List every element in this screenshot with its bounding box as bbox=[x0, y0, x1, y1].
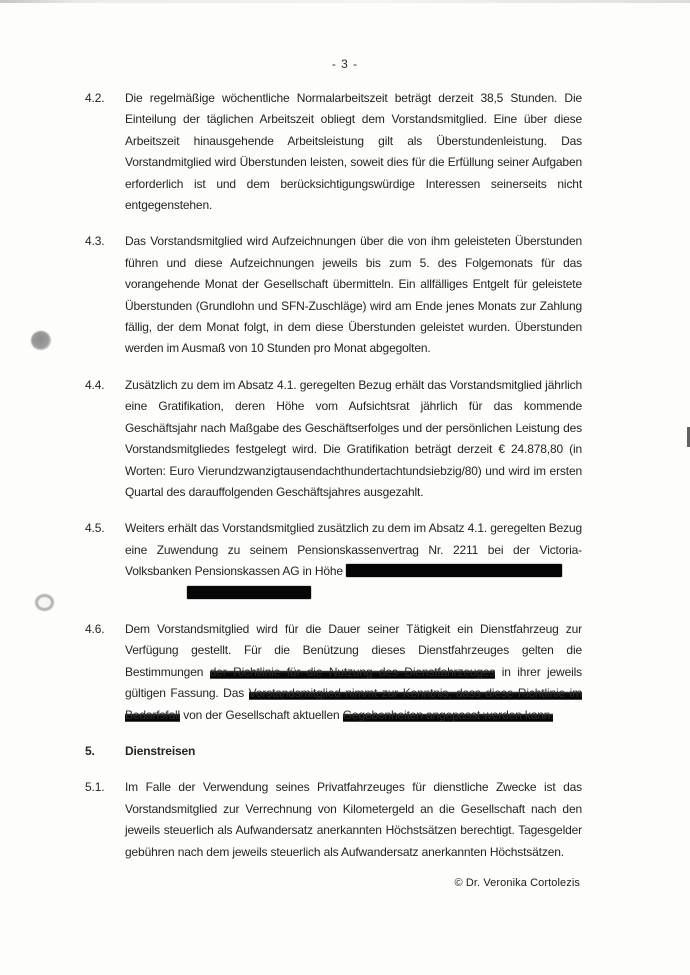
section-5-1 bbox=[85, 777, 582, 863]
section-5 bbox=[85, 741, 582, 762]
redaction-scribble: Vorstandsmitglied nimmt zur Kenntnis, dass diese Richtlinie im Bedarfsfall bbox=[125, 686, 582, 722]
section-number: 4.4. bbox=[85, 377, 105, 392]
section-number: 4.3. bbox=[85, 234, 105, 249]
punch-hole-artifact bbox=[35, 594, 54, 611]
text-run: in ihrer jeweils gültigen Fassung. Das bbox=[125, 664, 582, 701]
section-4-4 bbox=[85, 375, 582, 503]
redaction-scribble: der Richtlinie für die Nutzung des Dienstfahrzeuges bbox=[209, 664, 496, 679]
redaction-scribble: Gegebenheiten angepasst werden kann. bbox=[342, 707, 554, 722]
section-text bbox=[125, 741, 582, 762]
text-run: Dem Vorstandsmitglied wird für die Dauer seiner Tätigkeit ein Dienstfahrzeug zur Verfügung gestellt. Für die Benützung dieses Dienstfahrzeuges gelten die Bestimmungen bbox=[125, 621, 582, 679]
text-run: Das Vorstandsmitglied wird Aufzeichnungen über die von ihm geleisteten Überstunden führen und diese Aufzeichnungen jeweils bis zum 5. des Folgemonats für das vorangehende Monat der Gesellschaft übermitteln. Ein allfälliges Entgelt für geleistete Überstunden (Grundlohn und SFN-Zuschläge) wird am Ende jenes Monats zur Zahlung fällig, der dem Monat folgt, in dem diese Überstunden geleistet wurden. Überstunden werden im Ausmaß von 10 Stunden pro Monat abgegolten. bbox=[125, 234, 582, 356]
text-run: Weiters erhält das Vorstandsmitglied zusätzlich zu dem im Absatz 4.1. geregelten Bezug eine Zuwendung zu seinem Pensionskassenvertrag Nr. 2211 bei der Victoria-Volksbanken Pensionskassen AG in Höhe bbox=[125, 521, 582, 579]
footer-credit: © Dr. Veronika Cortolezis bbox=[454, 877, 580, 889]
text-run: von der Gesellschaft aktuellen bbox=[180, 707, 343, 722]
redaction-bar bbox=[346, 564, 562, 577]
section-text bbox=[125, 88, 582, 216]
text-run: Zusätzlich zu dem im Absatz 4.1. geregelten Bezug erhält das Vorstandsmitglied jährlich eine Gratifikation, deren Höhe vom Aufsichtsrat jährlich für das kommende Geschäftsjahr nach Maßgabe des Geschäftserfolges und der persönlichen Leistung des Vorstandsmitgliedes festgelegt wird. Die Gratifikation beträgt derzeit € 24.878,80 (in Worten: Euro Vierundzwanzigtausendachthundertachtundsiebzig/80) und wird im ersten Quartal des darauffolgenden Geschäftsjahres ausgezahlt. bbox=[125, 377, 582, 499]
section-text bbox=[125, 231, 582, 359]
section-text bbox=[125, 777, 582, 863]
section-text bbox=[125, 375, 582, 503]
scan-edge-artifact bbox=[0, 0, 690, 3]
section-text bbox=[125, 619, 582, 726]
text-run: Dienstreisen bbox=[125, 743, 196, 758]
section-number: 4.5. bbox=[85, 521, 105, 536]
section-4-5 bbox=[85, 518, 582, 604]
text-run: Die regelmäßige wöchentliche Normalarbeitszeit beträgt derzeit 38,5 Stunden. Die Einteilung der täglichen Arbeitszeit obliegt dem Vorstandsmitglied. Eine über diese Arbeitszeit hinausgehende Arbeitsleistung gilt als Überstundenleistung. Das Vorstandmitglied wird Überstunden leisten, soweit dies für die Erfüllung seiner Aufgaben erforderlich ist und dem berücksichtigungswürdige Interessen seinerseits nicht entgegenstehen. bbox=[125, 91, 582, 213]
section-text bbox=[125, 518, 582, 604]
section-number: 4.6. bbox=[85, 621, 105, 636]
section-4-6 bbox=[85, 619, 582, 726]
redaction-bar bbox=[187, 586, 311, 599]
section-number: 4.2. bbox=[85, 91, 105, 105]
section-number: 5.1. bbox=[85, 780, 105, 795]
section-4-2 bbox=[85, 88, 582, 216]
page-number: - 3 - bbox=[331, 57, 359, 71]
text-run: Im Falle der Verwendung seines Privatfahrzeuges für dienstliche Zwecke ist das Vorstandsmitglied zur Verrechnung von Kilometergeld an die Gesellschaft nach den jeweils steuerlich als Aufwandersatz anerkannten Höchstsätzen berechtigt. Tagesgelder gebühren nach dem jeweils steuerlich als Aufwandersatz anerkannten Höchstsätzen. bbox=[125, 780, 582, 859]
punch-hole-artifact bbox=[31, 331, 51, 350]
sections-container bbox=[85, 88, 582, 878]
section-number: 5. bbox=[85, 743, 95, 758]
section-4-3 bbox=[85, 231, 582, 359]
